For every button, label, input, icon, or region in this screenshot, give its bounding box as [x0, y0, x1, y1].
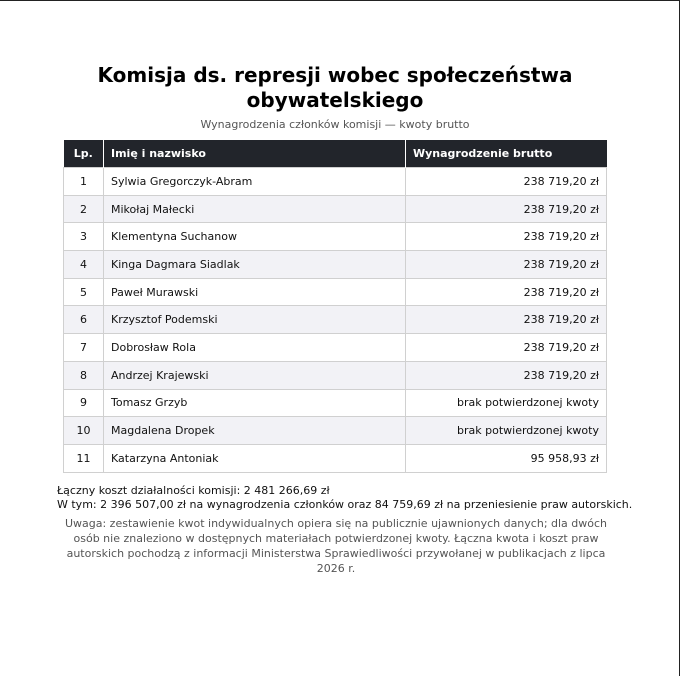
row-amount: brak potwierdzonej kwoty [406, 389, 607, 417]
table-row [64, 334, 607, 362]
total-cost-line: Łączny koszt działalności komisji: 2 481 266,69 zł [57, 484, 330, 497]
row-lp: 1 [64, 168, 104, 196]
row-lp: 8 [64, 361, 104, 389]
row-name: Kinga Dagmara Siadlak [104, 251, 406, 279]
row-lp: 11 [64, 444, 104, 472]
table-header-row [64, 140, 607, 168]
row-amount: 238 719,20 zł [406, 195, 607, 223]
row-name: Krzysztof Podemski [104, 306, 406, 334]
row-lp: 7 [64, 334, 104, 362]
document-subtitle: Wynagrodzenia członków komisji — kwoty brutto [200, 118, 470, 131]
row-name: Paweł Murawski [104, 278, 406, 306]
header-lp: Lp. [64, 140, 104, 168]
row-name: Katarzyna Antoniak [104, 444, 406, 472]
row-name: Magdalena Dropek [104, 417, 406, 445]
row-lp: 6 [64, 306, 104, 334]
source-note: Uwaga: zestawienie kwot indywidualnych opiera się na publicznie ujawnionych danych; dla dwóch osób nie znaleziono w dostępnych materiałach potwierdzonej kwoty. Łączna kwota i koszt praw autorskich pochodzą z informacji Ministerstwa Sprawiedliwości przywołanej w publikacjach z lipca 2026 r. [64, 517, 608, 575]
header-amount: Wynagrodzenie brutto [406, 140, 607, 168]
row-name: Andrzej Krajewski [104, 361, 406, 389]
row-name: Dobrosław Rola [104, 334, 406, 362]
row-lp: 5 [64, 278, 104, 306]
table-row [64, 389, 607, 417]
row-name: Mikołaj Małecki [104, 195, 406, 223]
table-row [64, 168, 607, 196]
salary-table [63, 140, 607, 473]
row-amount: 238 719,20 zł [406, 361, 607, 389]
row-lp: 2 [64, 195, 104, 223]
table-row [64, 195, 607, 223]
row-amount: 238 719,20 zł [406, 334, 607, 362]
table-row [64, 306, 607, 334]
row-amount: 238 719,20 zł [406, 168, 607, 196]
document-title: Komisja ds. represji wobec społeczeństwa obywatelskiego [97, 63, 573, 112]
row-amount: 95 958,93 zł [406, 444, 607, 472]
row-name: Klementyna Suchanow [104, 223, 406, 251]
table-row [64, 223, 607, 251]
row-lp: 10 [64, 417, 104, 445]
row-amount: 238 719,20 zł [406, 306, 607, 334]
table-row [64, 278, 607, 306]
row-amount: brak potwierdzonej kwoty [406, 417, 607, 445]
table-row [64, 444, 607, 472]
row-amount: 238 719,20 zł [406, 251, 607, 279]
total-breakdown-line: W tym: 2 396 507,00 zł na wynagrodzenia członków oraz 84 759,69 zł na przeniesienie praw autorskich. [57, 498, 633, 511]
row-lp: 4 [64, 251, 104, 279]
table-row [64, 251, 607, 279]
table-row [64, 417, 607, 445]
header-name: Imię i nazwisko [104, 140, 406, 168]
row-amount: 238 719,20 zł [406, 223, 607, 251]
row-lp: 9 [64, 389, 104, 417]
row-name: Sylwia Gregorczyk-Abram [104, 168, 406, 196]
row-name: Tomasz Grzyb [104, 389, 406, 417]
table-row [64, 361, 607, 389]
row-amount: 238 719,20 zł [406, 278, 607, 306]
document-page [0, 1, 680, 677]
totals-block [57, 484, 632, 512]
row-lp: 3 [64, 223, 104, 251]
